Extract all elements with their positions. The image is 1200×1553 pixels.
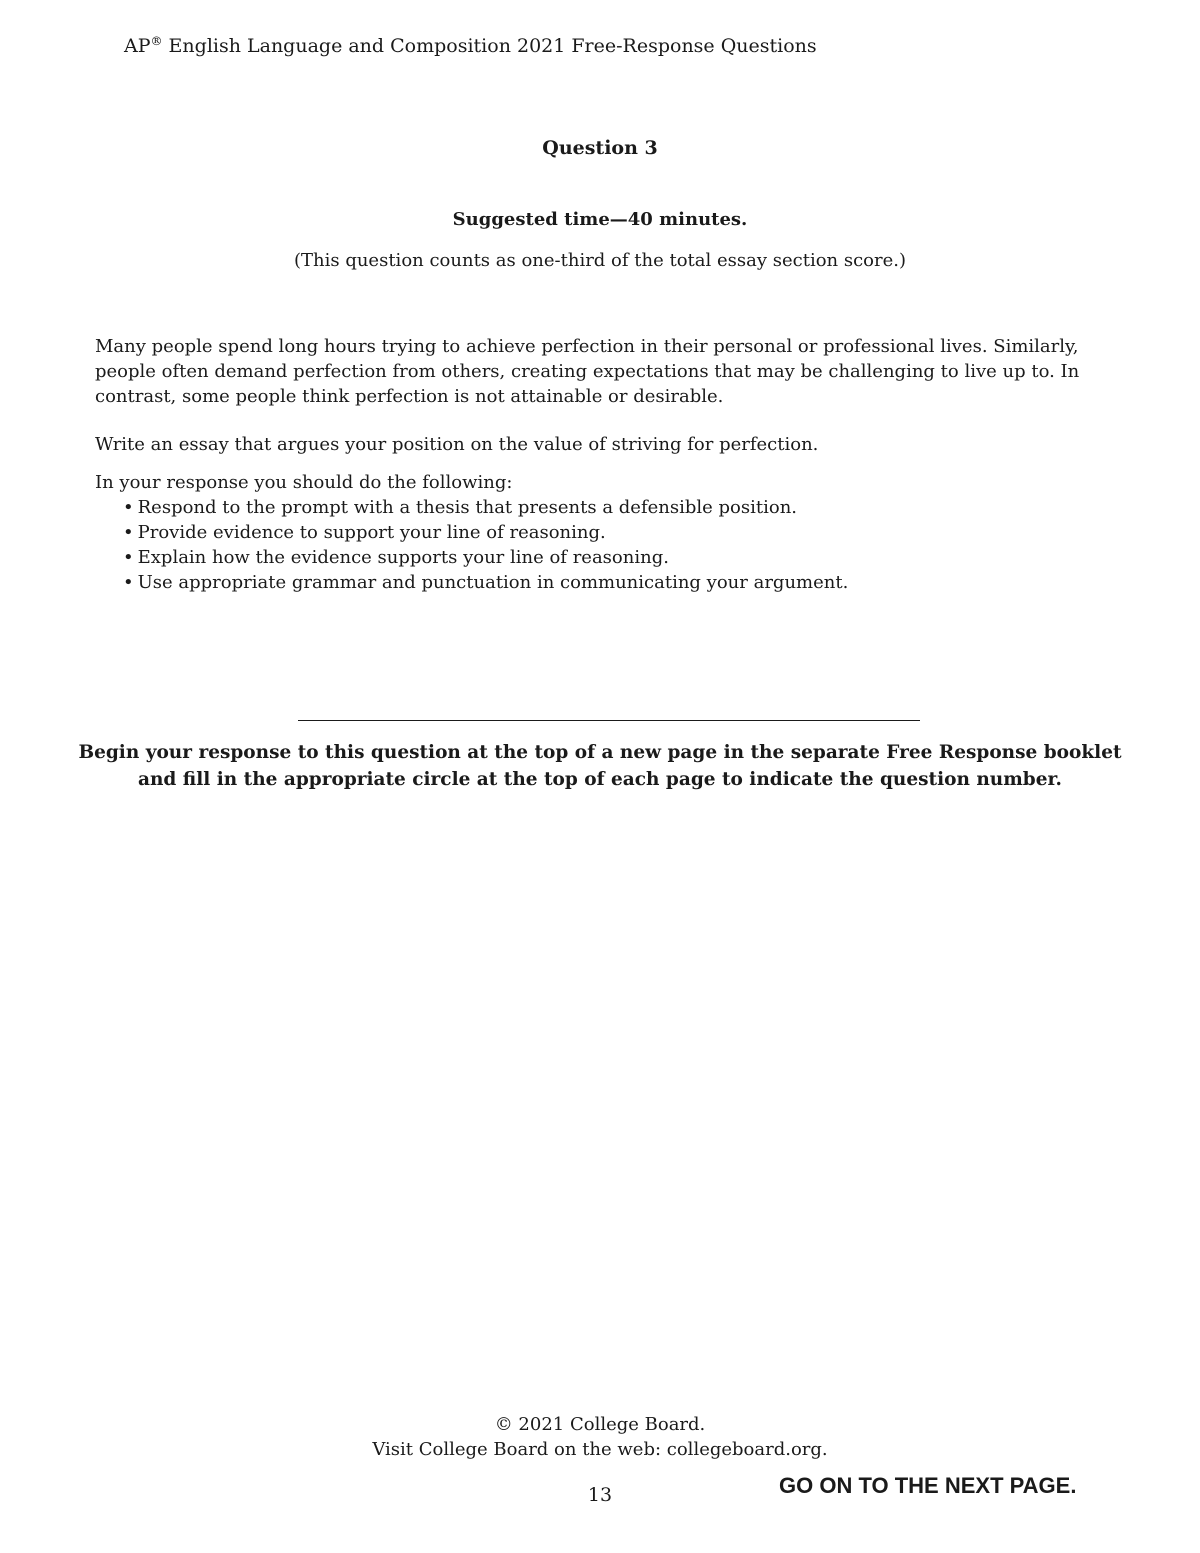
visit-text: Visit College Board on the web: collegeboard.org. <box>372 1439 828 1460</box>
instructions-intro: In your response you should do the following: <box>95 472 513 493</box>
header-prefix: AP <box>124 35 151 57</box>
next-page-notice: GO ON TO THE NEXT PAGE. <box>779 1473 1077 1498</box>
question-weight: (This question counts as one-third of the total essay section score.) <box>293 250 907 271</box>
suggested-time: Suggested time—40 minutes. <box>452 209 748 230</box>
divider <box>298 720 920 721</box>
prompt-task: Write an essay that argues your position on the value of striving for perfection. <box>95 434 819 455</box>
copyright-text: © 2021 College Board. <box>494 1414 706 1435</box>
booklet-directions <box>0 739 1200 793</box>
list-item: • Respond to the prompt with a thesis that presents a defensible position. <box>123 495 1115 520</box>
list-item: • Explain how the evidence supports your line of reasoning. <box>123 545 1115 570</box>
registered-mark: ® <box>150 34 163 48</box>
page-number: 13 <box>587 1484 613 1506</box>
response-instructions <box>95 470 1115 595</box>
directions-line-2: and fill in the appropriate circle at the top of each page to indicate the question number. <box>137 769 1062 790</box>
directions-line-1: Begin your response to this question at the top of a new page in the separate Free Response booklet <box>78 742 1122 763</box>
instructions-list <box>95 495 1115 595</box>
header-title: English Language and Composition 2021 Free-Response Questions <box>162 35 817 57</box>
list-item: • Provide evidence to support your line of reasoning. <box>123 520 1115 545</box>
prompt-paragraph: Many people spend long hours trying to achieve perfection in their personal or professional lives. Similarly, people often demand perfection from others, creating expectations that may be challenging to live up to. In contrast, some people think perfection is not attainable or desirable. <box>95 336 1080 407</box>
question-title: Question 3 <box>542 137 658 159</box>
footer-copyright <box>0 1412 1200 1462</box>
running-header <box>124 34 817 57</box>
list-item: • Use appropriate grammar and punctuation in communicating your argument. <box>123 570 1115 595</box>
